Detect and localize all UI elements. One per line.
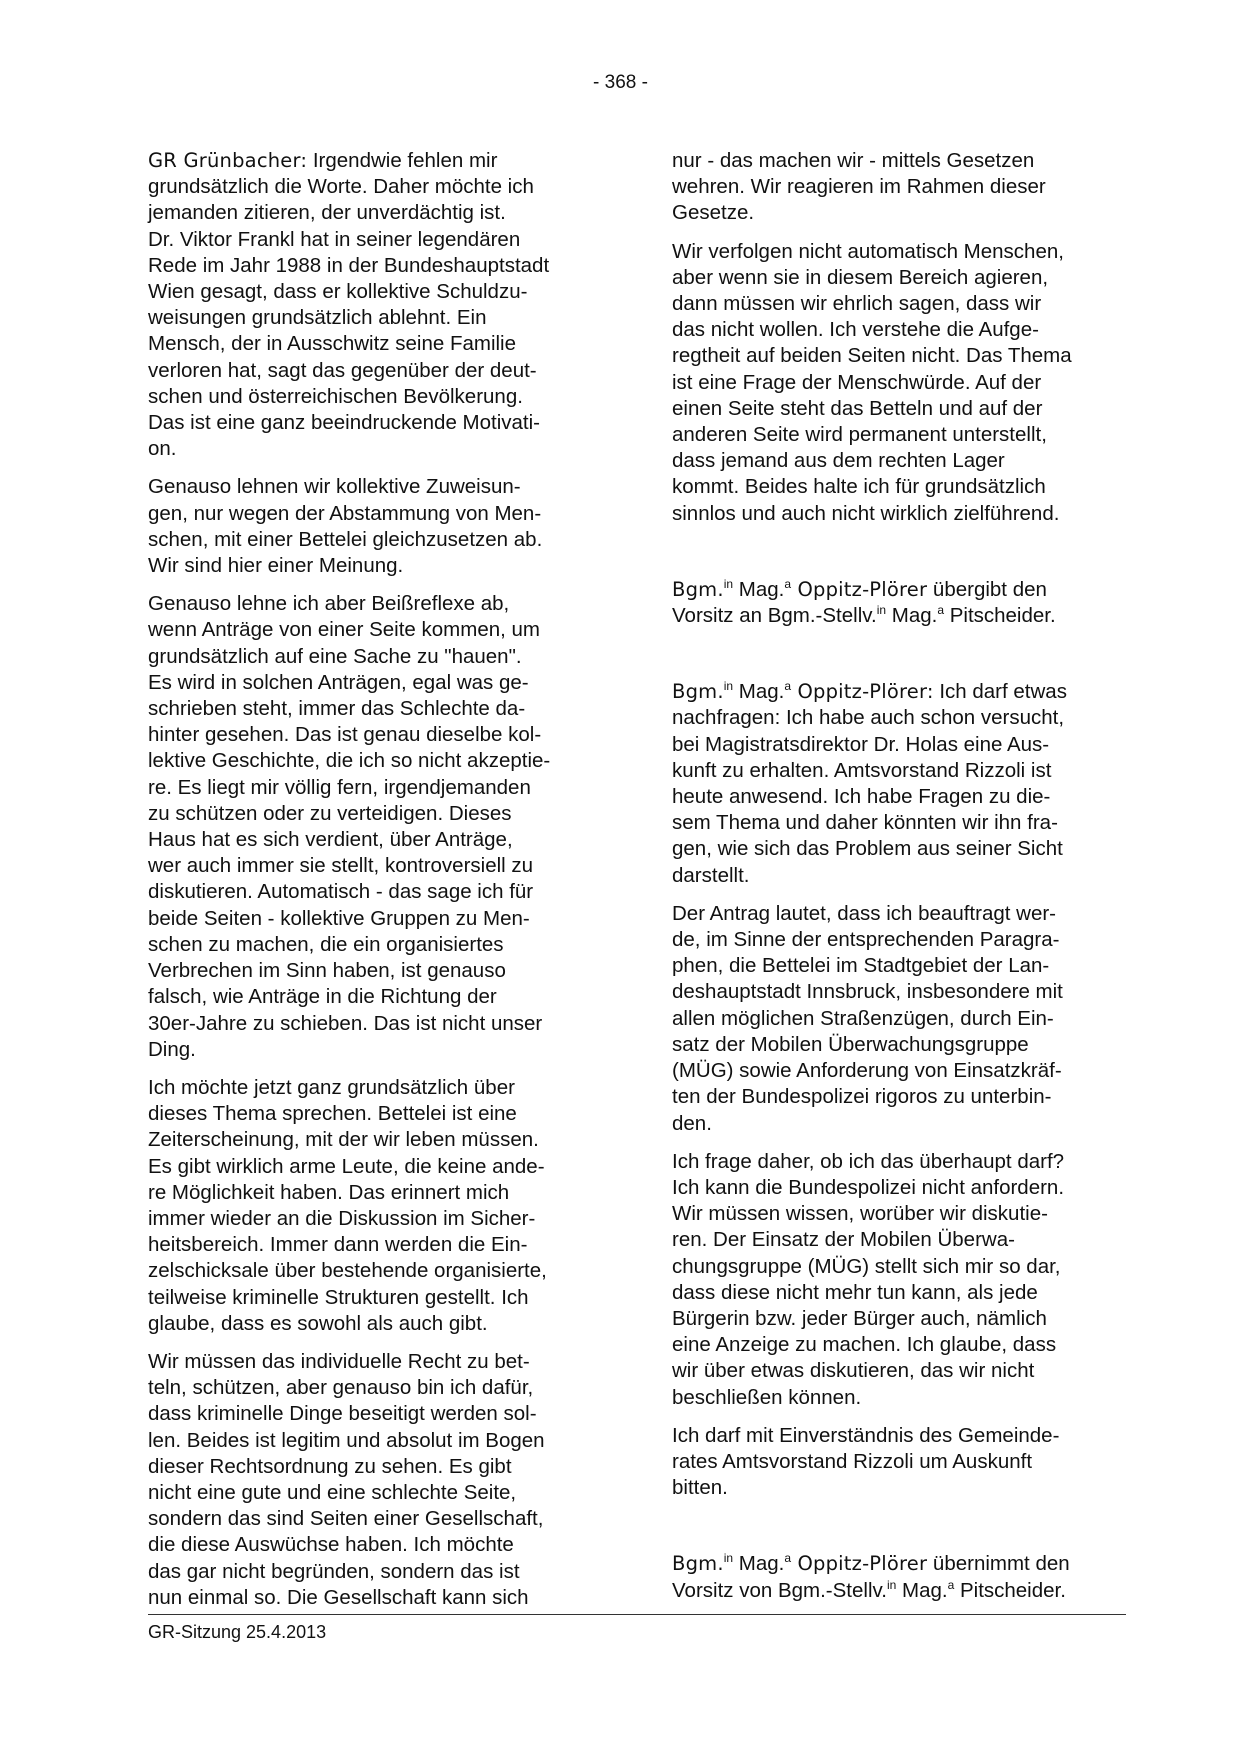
title-suffix: a [784, 679, 792, 694]
speaker-name: GR Grünbacher: [148, 149, 308, 172]
title-mag: Mag. [733, 1552, 785, 1576]
paragraph-text: Irgendwie fehlen mir grundsätzlich die Worte. Daher möchte ich jemanden zitieren, der unverdächtig ist. Dr. Viktor Frankl hat in seiner legendären Rede im Jahr 1988 in der Bundeshauptstadt Wien gesagt, dass er kollektive Schuldzu- weisungen grundsätzlich ablehnt. Ein Mensch, der in Ausschwitz seine Familie verloren hat, sagt das gegenüber der deut- schen und österreichischen Bevölkerung. Das ist eine ganz beeindruckende Motivati- on. [148, 149, 550, 461]
paragraph: nur - das machen wir - mittels Gesetzen wehren. Wir reagieren im Rahmen dieser Gesetze. [672, 149, 1046, 225]
paragraph: Ich frage daher, ob ich das überhaupt darf? Ich kann die Bundespolizei nicht anfordern. Wir müssen wissen, worüber wir diskutie- ren. Der Einsatz der Mobilen Überwa- chungsgruppe (MÜG) stellt sich mir so dar, dass diese nicht mehr tun kann, als jede Bürgerin bzw. jeder Bürger auch, nämlich eine Anzeige zu machen. Ich glaube, dass wir über etwas diskutieren, das wir nicht beschließen können. [672, 1149, 1065, 1409]
title-mag: Mag. [733, 680, 785, 704]
paragraph: Ich möchte jetzt ganz grundsätzlich über dieses Thema sprechen. Bettelei ist eine Zeiterscheinung, mit der wir leben müssen. Es gibt wirklich arme Leute, die keine ande- re Möglichkeit haben. Das erinnert mich immer wieder an die Diskussion im Sicher- heitsbereich. Immer dann werden die Ein- zelschicksale über bestehende organisierte, teilweise kriminelle Strukturen gestellt. Ich glaube, dass es sowohl als auch gibt. [148, 1075, 547, 1335]
note-text: übernimmt den [927, 1552, 1070, 1576]
footer-session-date: GR-Sitzung 25.4.2013 [148, 1622, 327, 1642]
speaker-name: Oppitz-Plörer [791, 1552, 928, 1576]
speaker-name: Oppitz-Plörer [791, 577, 928, 601]
title-mag: Mag. [886, 604, 938, 628]
title-suffix: in [876, 603, 887, 618]
right-column [672, 148, 1128, 1616]
paragraph-oppitz-ploerer [672, 679, 1128, 889]
paragraph: Der Antrag lautet, dass ich beauftragt wer- de, im Sinne der entsprechenden Paragra- phen, die Bettelei im Stadtgebiet der Lan- deshauptstadt Innsbruck, insbesondere mit allen möglichen Straßenzügen, durch Ein- satz der Mobilen Überwachungsgruppe (MÜG) sowie Anforderung von Einsatzkräf- ten der Bundespolizei rigoros zu unterbin- den. [672, 901, 1063, 1135]
chair-handover-note [672, 577, 1128, 629]
title-bgm: Bgm. [672, 1552, 724, 1576]
title-suffix: a [937, 603, 945, 618]
paragraph: Wir müssen das individuelle Recht zu bet- teln, schützen, aber genauso bin ich dafür, dass kriminelle Dinge beseitigt werden sol- len. Beides ist legitim und absolut im Bogen dieser Rechtsordnung zu sehen. Es gibt nicht eine gute und eine schlechte Seite, sondern das sind Seiten einer Gesellschaft, die diese Auswüchse haben. Ich möchte das gar nicht begründen, sondern das ist nun einmal so. Die Gesellschaft kann sich [148, 1349, 545, 1609]
note-text: übergibt den [927, 577, 1047, 601]
paragraph: Genauso lehnen wir kollektive Zuweisun- gen, nur wegen der Abstammung von Men- schen, mit einer Bettelei gleichzusetzen ab. Wir sind hier einer Meinung. [148, 475, 543, 578]
title-suffix: a [784, 576, 792, 591]
paragraph: Genauso lehne ich aber Beißreflexe ab, wenn Anträge von einer Seite kommen, um grundsätzlich auf eine Sache zu "hauen". Es wird in solchen Anträgen, egal was ge- schrieben steht, immer das Schlechte da- hinter gesehen. Das ist genau dieselbe kol- lektive Geschichte, die ich so nicht akzeptie- re. Es liegt mir völlig fern, irgendjemanden zu schützen oder zu verteidigen. Dieses Haus hat es sich verdient, über Anträge, wer auch immer sie stellt, kontroversiell zu diskutieren. Automatisch - das sage ich für beide Seiten - kollektive Gruppen zu Men- schen zu machen, die ein organisiertes Verbrechen im Sinn haben, ist genauso falsch, wie Anträge in die Richtung der 30er-Jahre zu schieben. Das ist nicht unser Ding. [148, 592, 551, 1061]
title-suffix: a [947, 1577, 955, 1592]
title-suffix: in [723, 679, 734, 694]
note-text: Pitscheider. [944, 604, 1056, 628]
footer-divider [148, 1614, 1126, 1615]
page-number: - 368 - [593, 72, 648, 93]
title-bgm: Bgm. [672, 577, 724, 601]
left-column [148, 148, 598, 1623]
note-text: Vorsitz von Bgm.-Stellv. [672, 1578, 887, 1602]
title-suffix: in [886, 1577, 897, 1592]
title-bgm: Bgm. [672, 680, 724, 704]
chair-takeover-note [672, 1551, 1128, 1603]
title-suffix: in [723, 1551, 734, 1566]
speaker-name: Oppitz-Plörer: [791, 680, 934, 704]
note-text: Vorsitz an Bgm.-Stellv. [672, 604, 877, 628]
title-mag: Mag. [896, 1578, 948, 1602]
note-text: Pitscheider. [954, 1578, 1066, 1602]
paragraph: Ich darf mit Einverständnis des Gemeinde- rates Amtsvorstand Rizzoli um Auskunft bitten. [672, 1423, 1060, 1500]
title-suffix: in [723, 576, 734, 591]
title-suffix: a [784, 1551, 792, 1566]
paragraph: Wir verfolgen nicht automatisch Menschen, aber wenn sie in diesem Bereich agieren, dann müssen wir ehrlich sagen, dass wir das nicht wollen. Ich verstehe die Aufge- regtheit auf beiden Seiten nicht. Das Thema ist eine Frage der Menschwürde. Auf der einen Seite steht das Betteln und auf der anderen Seite wird permanent unterstellt, dass jemand aus dem rechten Lager kommt. Beides halte ich für grundsätzlich sinnlos und auch nicht wirklich zielführend. [672, 239, 1072, 525]
paragraph-text: Ich darf etwas nachfragen: Ich habe auch schon versucht, bei Magistratsdirektor Dr. Holas eine Aus- kunft zu erhalten. Amtsvorstand Rizzoli ist heute anwesend. Ich habe Fragen zu die- sem Thema und daher könnten wir ihn fra- gen, wie sich das Problem aus seiner Sicht darstellt. [672, 680, 1067, 887]
title-mag: Mag. [733, 577, 785, 601]
paragraph-gruenbacher-intro [148, 148, 598, 462]
